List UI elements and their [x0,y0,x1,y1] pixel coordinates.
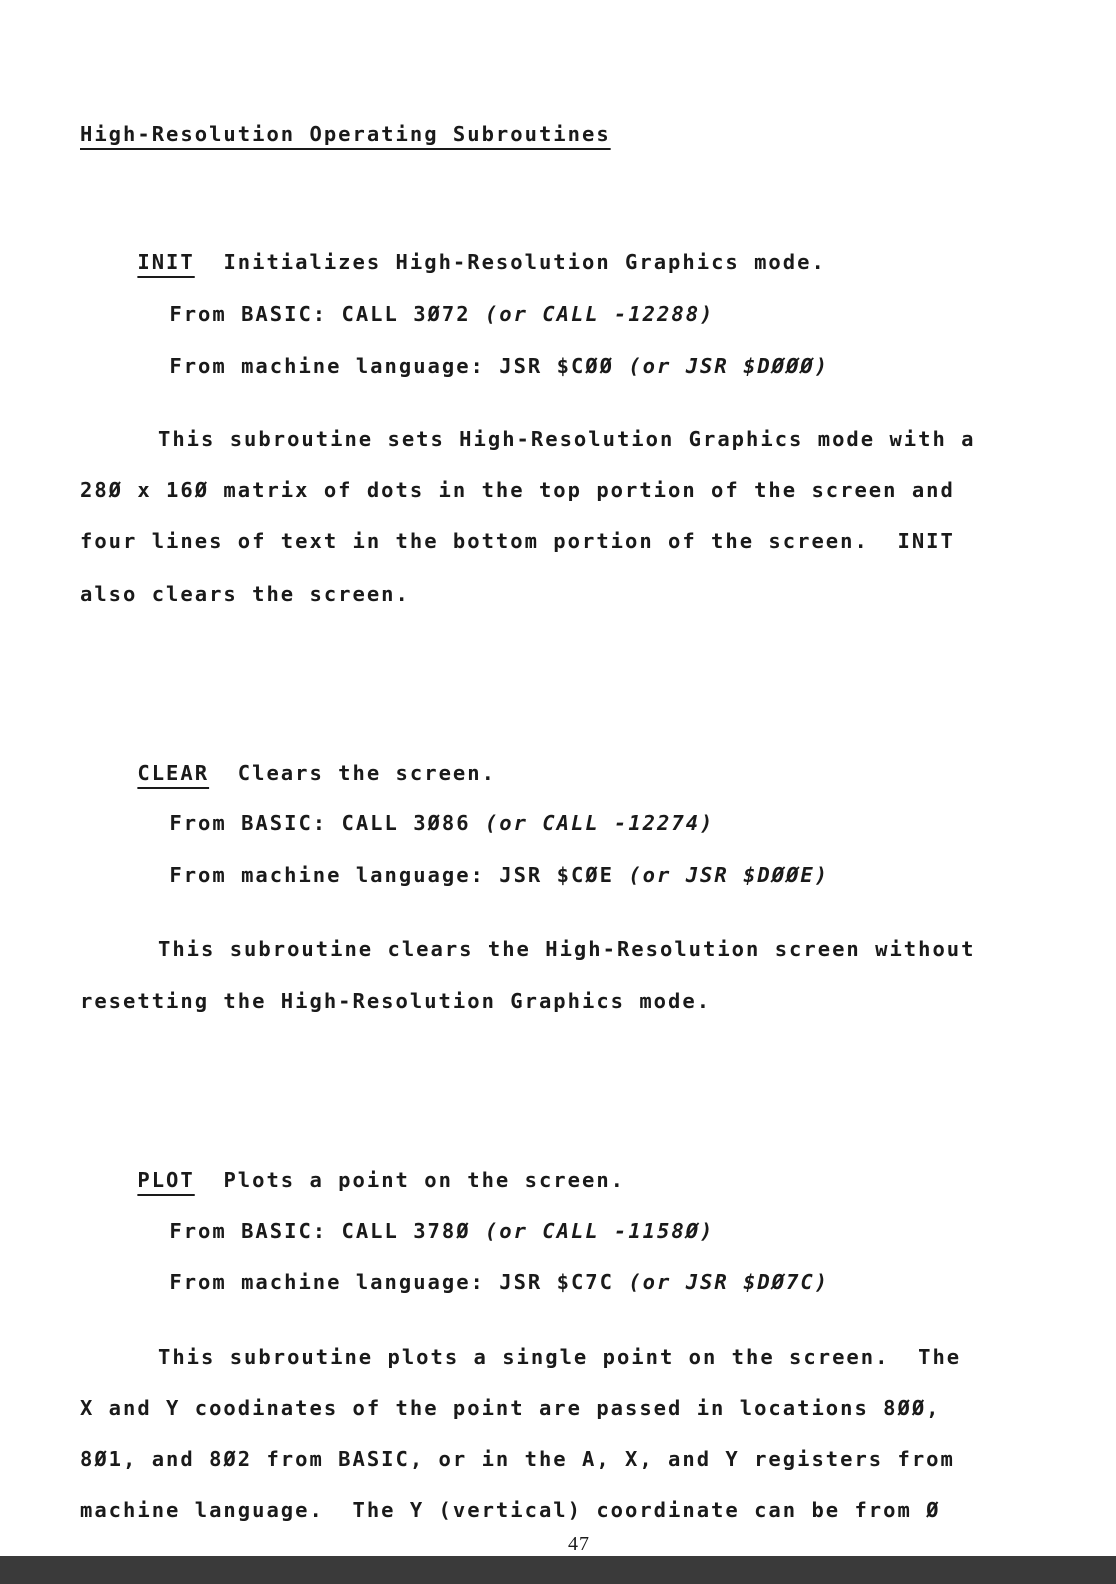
section-clear-desc: Clears the screen. [237,761,496,785]
scan-edge-bar [0,1556,1116,1584]
section-plot-ml-prefix: From machine language: JSR $C7C [169,1270,614,1294]
section-init-body-line: This subroutine sets High-Resolution Graphics mode with a [158,427,976,451]
section-init-body-line: also clears the screen. [80,582,410,606]
section-init-desc: Initializes High-Resolution Graphics mode. [223,250,826,274]
section-init-ml-prefix: From machine language: JSR $CØØ [169,354,614,378]
section-plot-desc: Plots a point on the screen. [223,1168,626,1192]
section-clear-ml-call [112,836,829,914]
page-title: High-Resolution Operating Subroutines [80,122,611,146]
section-plot-body-line: 8Ø1, and 8Ø2 from BASIC, or in the A, X, and Y registers from [80,1447,955,1471]
section-clear-body-line: resetting the High-Resolution Graphics mode. [80,989,712,1013]
section-init-body-line: four lines of text in the bottom portion of the screen. INIT [80,529,955,553]
section-plot-name: PLOT [137,1168,195,1192]
section-plot-body-line: X and Y coodinates of the point are passed in locations 8ØØ, [80,1396,941,1420]
section-init-ml-alt: (or JSR $DØØØ) [628,354,830,378]
section-init-basic-prefix: From BASIC: CALL 3Ø72 [169,302,471,326]
section-clear-ml-prefix: From machine language: JSR $CØE [169,863,614,887]
section-init-basic-alt: (or CALL -12288) [484,302,715,326]
section-clear-body-line: This subroutine clears the High-Resolution screen without [158,937,976,961]
section-plot-basic-prefix: From BASIC: CALL 378Ø [169,1219,471,1243]
section-init-name: INIT [137,250,195,274]
section-clear-basic-prefix: From BASIC: CALL 3Ø86 [169,811,471,835]
section-plot-basic-alt: (or CALL -1158Ø) [484,1219,715,1243]
section-clear-ml-alt: (or JSR $DØØE) [628,863,830,887]
section-init-ml-call [112,327,829,405]
section-plot-ml-call [112,1243,829,1321]
section-clear-name: CLEAR [137,761,210,785]
section-plot-ml-alt: (or JSR $DØ7C) [628,1270,830,1294]
section-clear-basic-alt: (or CALL -12274) [484,811,715,835]
section-init-body-line: 28Ø x 16Ø matrix of dots in the top portion of the screen and [80,478,955,502]
page-number: 47 [568,1533,590,1555]
section-plot-body-line: machine language. The Y (vertical) coordinate can be from Ø [80,1498,941,1522]
section-plot-body-line: This subroutine plots a single point on the screen. The [158,1345,962,1369]
